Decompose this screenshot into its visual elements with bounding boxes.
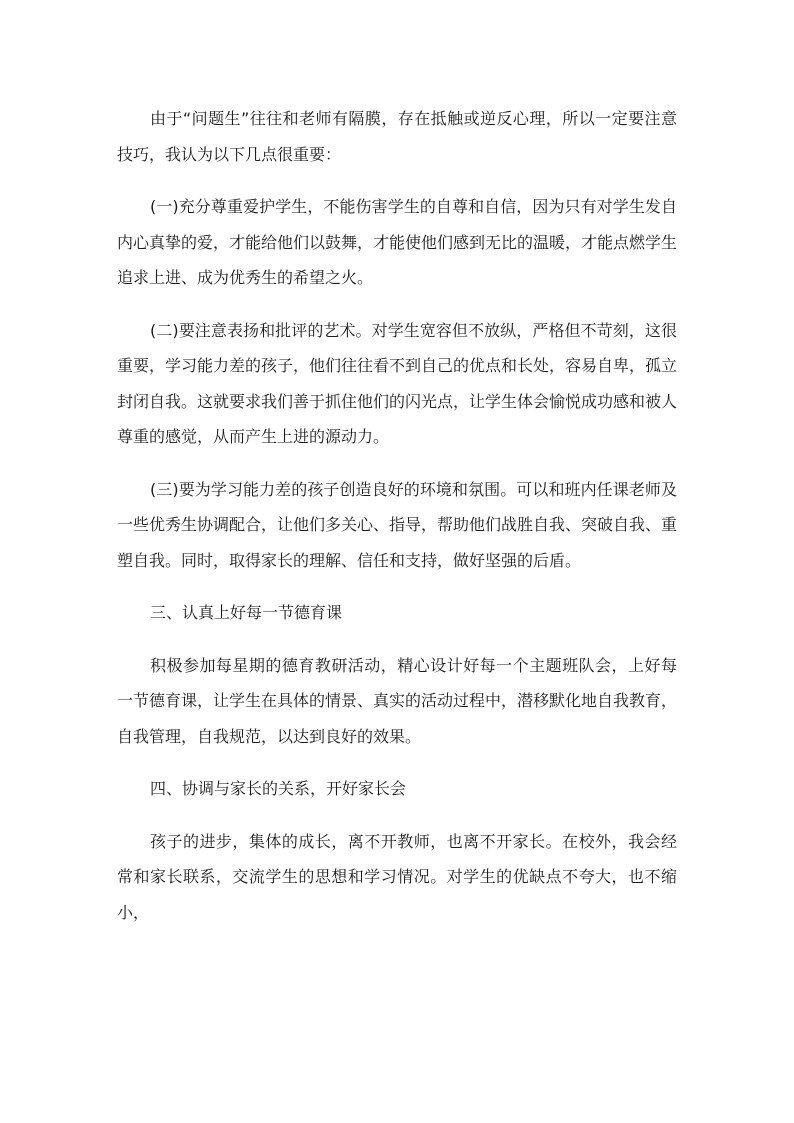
section-heading-3: 三、认真上好每一节德育课: [150, 603, 343, 622]
paragraph-section-3: 积极参加每星期的德育教研活动，精心设计好每一个主题班队会，上好每一节德育课，让学生在具体的情景、真实的活动过程中，潜移默化地自我教育，自我管理，自我规范，以达到良好的效果。: [117, 655, 678, 746]
paragraph-point-1: (一)充分尊重爱护学生，不能伤害学生的自尊和自信，因为只有对学生发自内心真挚的爱，才能给他们以鼓舞，才能使他们感到无比的温暖，才能点燃学生追求上进、成为优秀生的希望之火。: [117, 197, 678, 287]
paragraph-section-4: 孩子的进步，集体的成长，离不开教师，也离不开家长。在校外，我会经常和家长联系，交流学生的思想和学习情况。对学生的优缺点不夸大，也不缩小，: [117, 831, 677, 922]
paragraph-point-3: (三)要为学习能力差的孩子创造良好的环境和氛围。可以和班内任课老师及一些优秀生协调配合，让他们多关心、指导，帮助他们战胜自我、突破自我、重塑自我。同时，取得家长的理解、信任和支持，做好坚强的后盾。: [117, 479, 678, 570]
document-body: [117, 101, 677, 930]
paragraph-point-2: (二)要注意表扬和批评的艺术。对学生宽容但不放纵，严格但不苛刻，这很重要，学习能力差的孩子，他们往往看不到自己的优点和长处，容易自卑，孤立封闭自我。这就要求我们善于抓住他们的闪光点，让学生体会愉悦成功感和被人尊重的感觉，从而产生上进的源动力。: [117, 320, 678, 446]
section-heading-4: 四、协调与家长的关系，开好家长会: [150, 779, 407, 798]
paragraph-intro: 由于“问题生”往往和老师有隔膜，存在抵触或逆反心理，所以一定要注意技巧，我认为以下几点很重要：: [117, 109, 677, 164]
